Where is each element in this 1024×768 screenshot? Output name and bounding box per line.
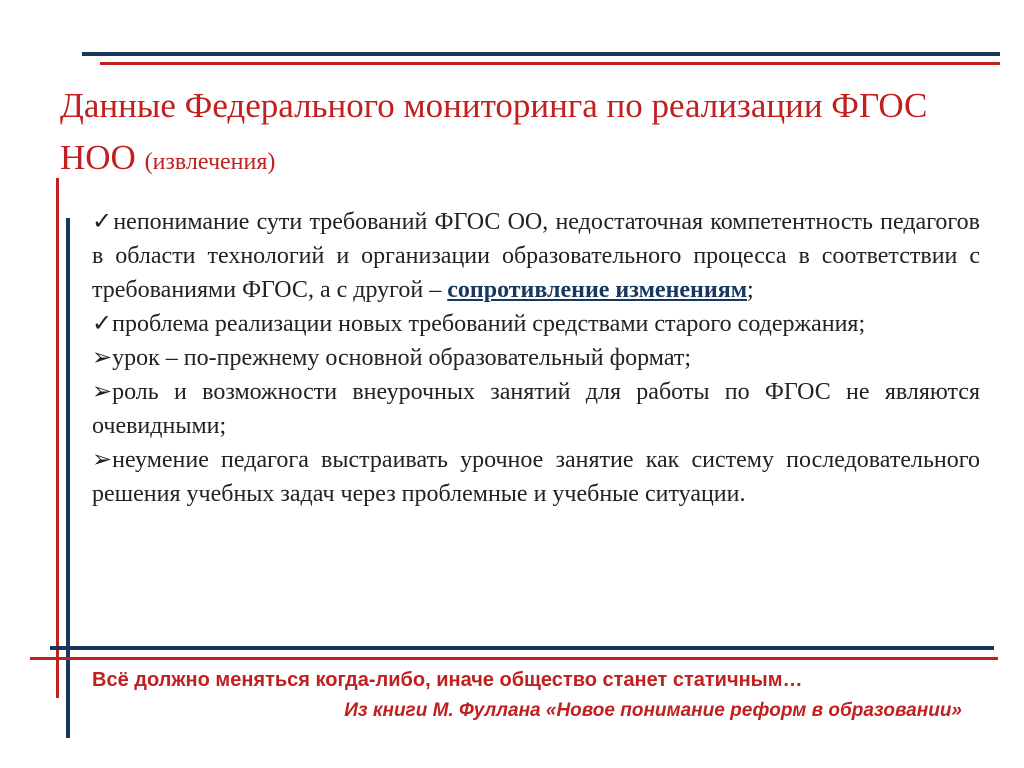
arrow-icon: ➢: [92, 345, 113, 371]
emphasis-text: сопротивление изменениям: [447, 277, 748, 303]
arrow-icon: ➢: [92, 379, 113, 405]
arrow-icon: ➢: [92, 447, 113, 473]
list-item: ➢урок – по-прежнему основной образовательный формат;: [92, 345, 692, 371]
top-red-line: [100, 62, 1000, 65]
findings-list: [92, 205, 980, 511]
quote-source: Из книги М. Фуллана «Новое понимание реформ в образовании»: [344, 700, 962, 721]
bottom-red-line: [30, 657, 998, 660]
list-item: ✓непонимание сути требований ФГОС ОО, недостаточная компетентность педагогов в области технологий и организации образовательного процесса в соответствии с требованиями ФГОС, а с другой – сопротивление изменениям;: [92, 209, 981, 303]
quote-text: Всё должно меняться когда-либо, иначе общество станет статичным…: [92, 669, 803, 691]
quote-block: [70, 664, 970, 726]
slide-title: [60, 80, 960, 188]
left-red-vline: [56, 178, 59, 698]
left-blue-vline: [66, 218, 70, 738]
list-item: ➢роль и возможности внеурочных занятий для работы по ФГОС не являются очевидными;: [92, 379, 980, 439]
top-blue-line: [82, 52, 1000, 56]
list-item: ➢неумение педагога выстраивать урочное занятие как систему последовательного решения учебных задач через проблемные и учебные ситуации.: [92, 447, 980, 507]
title-sub: (извлечения): [144, 149, 276, 175]
bottom-blue-line: [50, 646, 994, 650]
check-icon: ✓: [92, 209, 114, 235]
title-main: Данные Федерального мониторинга по реализации ФГОС НОО: [60, 86, 928, 177]
list-item: ✓проблема реализации новых требований средствами старого содержания;: [92, 311, 866, 337]
check-icon: ✓: [92, 311, 113, 337]
